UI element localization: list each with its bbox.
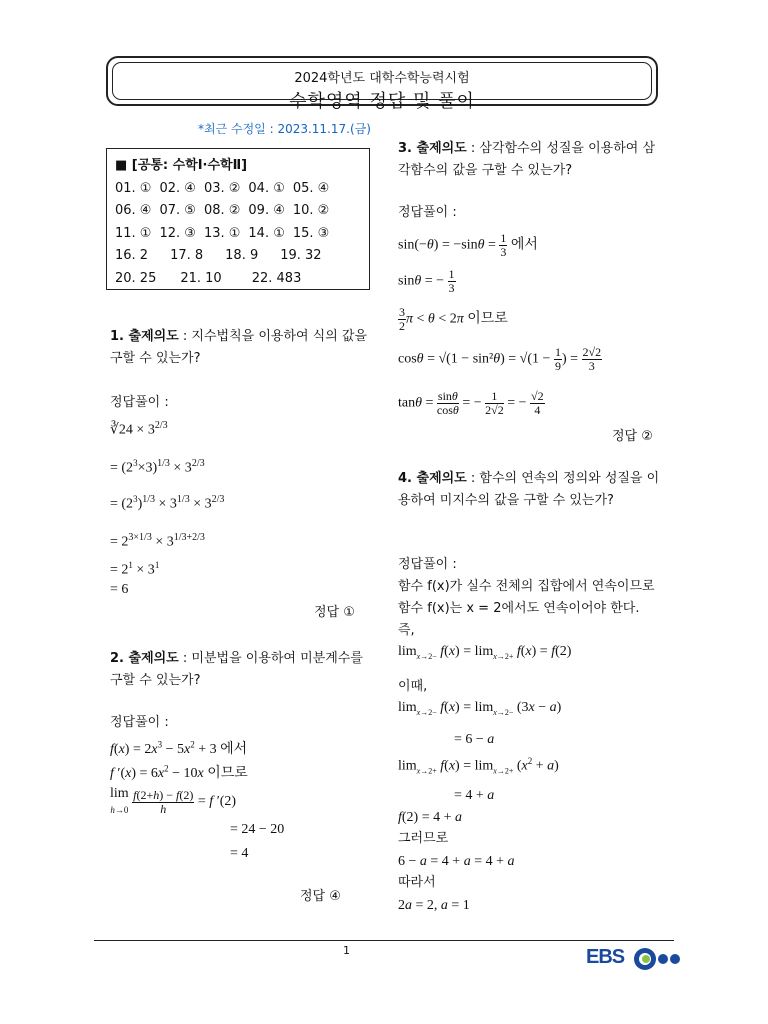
- q1-solution-label: 정답풀이 :: [110, 395, 169, 410]
- q4-thus: 따라서: [398, 875, 436, 890]
- q2-intent: 2. 출제의도 : 미분법을 이용하여 미분계수를 구할 수 있는가?: [110, 651, 363, 688]
- q4-then: 이때,: [398, 679, 428, 694]
- q3-step-3: $\frac{3}{2}$ π < θ < 2π 이므로: [399, 305, 508, 333]
- title-box: [106, 56, 658, 112]
- q3-solution-label: 정답풀이 :: [398, 205, 457, 220]
- page-number: 1: [343, 944, 350, 957]
- q2-step-4: = 24 − 20: [230, 822, 285, 837]
- q4-text: 함수 f(x)가 실수 전체의 집합에서 연속이므로 함수 f(x)는 x = 2에서도 연속이어야 한다. 즉,: [398, 579, 655, 638]
- q1-step-1: ∛24 × $3^{2/3}$: [110, 420, 168, 438]
- exam-subtitle: 2024학년도 대학수학능력시험: [294, 71, 470, 86]
- q1-answer: 정답 ①: [314, 605, 355, 620]
- q2-step-3: lim h→0 $\frac{f(2+h) - f(2)}{h}$ = f ′(2): [110, 786, 237, 816]
- q4-intent: 4. 출제의도 : 함수의 연속의 정의와 성질을 이용하여 미지수의 값을 구할 수 있는가?: [398, 471, 660, 508]
- q1-step-2: = $(2^3\times 3)^{1/3} \times 3^{2/3}$: [110, 458, 205, 476]
- q4-solution-label: 정답풀이 :: [398, 557, 457, 572]
- footer-rule: [94, 940, 674, 941]
- revised-date: *최근 수정일 : 2023.11.17.(금): [198, 122, 371, 136]
- answer-row: 20. 25 21. 10 22. 483: [115, 270, 302, 286]
- q2-step-2: f $'(x) = 6x^2 - 10x$ 이므로: [110, 763, 248, 781]
- ebs-logo-icon: [632, 946, 684, 972]
- answer-row: 01. ① 02. ④ 03. ② 04. ① 05. ④: [115, 180, 330, 196]
- answer-key-box: [106, 148, 370, 290]
- q4-right-limit: $\lim_{x\to 2+} f(x) = \lim_{x\to 2+} (x^2 + a)$: [398, 756, 559, 776]
- q3-step-4: cosθ = √(1 − sin²θ) = √(1 − $\frac{1}{9}$ ) = $\frac{2√2}{3}$: [398, 345, 602, 373]
- q1-step-4: = $2^{3\times 1/3} \times 3^{1/3+2/3}$: [110, 532, 205, 550]
- q4-so: 그러므로: [398, 831, 449, 846]
- q2-answer: 정답 ④: [300, 889, 341, 904]
- q3-step-2: sinθ = − $\frac{1}{3}$: [398, 267, 455, 295]
- q3-intent: 3. 출제의도 : 삼각함수의 성질을 이용하여 삼각함수의 값을 구할 수 있는가?: [398, 141, 656, 178]
- q2-step-1: $f(x) = 2x^3 - 5x^2 + 3$ 에서: [110, 739, 248, 757]
- exam-title: 수학영역 정답 및 풀이: [289, 91, 475, 112]
- q1-step-5: = $2^1 \times 3^1$: [110, 560, 160, 578]
- q4-left-value: = 6 − a: [454, 732, 495, 747]
- q4-right-value: = 4 + a: [454, 788, 495, 803]
- q4-limit-def: $\lim_{x\to 2-} f(x) = \lim_{x\to 2+} f(x) = f(2)$: [398, 644, 572, 661]
- ebs-logo-text: EBS: [586, 946, 625, 968]
- q3-answer: 정답 ②: [612, 429, 653, 444]
- answer-row: 11. ① 12. ③ 13. ① 14. ① 15. ③: [115, 225, 330, 241]
- answer-row: 06. ④ 07. ⑤ 08. ② 09. ④ 10. ②: [115, 203, 330, 218]
- q3-step-5: tanθ = $\frac{\sin\theta}{\cos\theta}$ = − $\frac{1}{2√2}$ = − $\frac{√2}{4}$: [398, 389, 544, 417]
- title-inner: [112, 62, 652, 112]
- q4-left-limit: $\lim_{x\to 2-} f(x) = \lim_{x\to 2-} (3x - a)$: [398, 700, 562, 717]
- answer-key-heading: ■ [공통: 수학Ⅰ·수학Ⅱ]: [115, 158, 248, 173]
- q2-solution-label: 정답풀이 :: [110, 715, 169, 730]
- answer-row: 16. 2 17. 8 18. 9 19. 32: [115, 248, 322, 263]
- q1-step-6: = 6: [110, 582, 129, 597]
- q4-result: 2a = 2, a = 1: [398, 898, 470, 913]
- q3-step-1: sin(−θ) = −sinθ = $\frac{1}{3}$ 에서: [398, 231, 538, 259]
- q1-intent: 1. 출제의도 : 지수법칙을 이용하여 식의 값을 구할 수 있는가?: [110, 329, 368, 366]
- q1-step-3: = $(2^3)^{1/3} \times 3^{1/3} \times 3^{2/3}$: [110, 494, 225, 512]
- q2-step-5: = 4: [230, 846, 249, 861]
- q4-f2: f(2) = 4 + a: [398, 810, 463, 825]
- q4-equation: 6 − a = 4 + a = 4 + a: [398, 854, 515, 869]
